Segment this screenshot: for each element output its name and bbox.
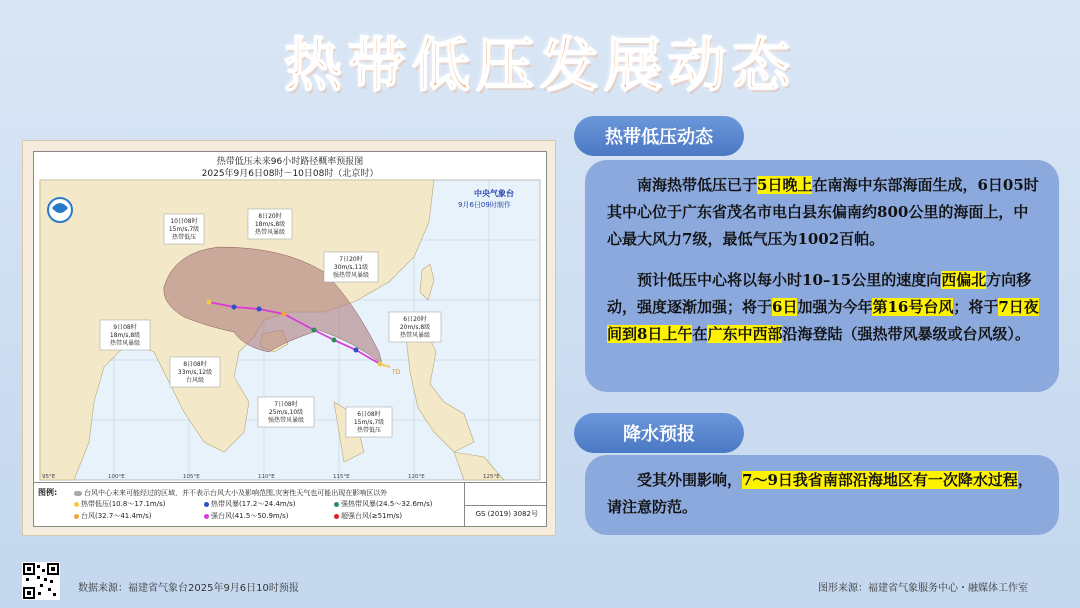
svg-text:125°E: 125°E [483,474,500,480]
map-made-time: 9月6日09时制作 [458,201,511,209]
svg-text:25m/s,10级: 25m/s,10级 [268,409,304,416]
footer-data-source: 数据来源：福建省气象台2025年9月6日10时预报 [78,583,299,594]
annotation-8d20 [248,209,292,239]
legend-item-sts: 强热带风暴(24.5～32.6m/s) [334,499,432,509]
svg-text:33m/s,12级: 33m/s,12级 [177,369,213,376]
svg-text:7日20时: 7日20时 [339,256,363,263]
svg-text:115°E: 115°E [333,474,350,480]
svg-text:强热带风暴级: 强热带风暴级 [332,272,370,279]
svg-text:110°E: 110°E [258,474,275,480]
annotation-6d08 [346,407,392,437]
rain-heading: 降水预报 [574,413,744,453]
legend-item-superty: 超强台风(≥51m/s) [334,511,402,521]
map-title: 热带低压未来96小时路径概率预报图 2025年9月6日08时－10日08时（北京时） [201,157,379,179]
development-panel [585,160,1059,392]
td-label: TD [392,369,401,376]
annotation-9d08 [100,320,150,350]
forecast-map-graphic [34,152,546,482]
annotation-7d08 [258,397,314,427]
svg-text:30m/s,11级: 30m/s,11级 [333,264,369,271]
page-title: 热带低压发展动态 [283,31,796,99]
annotation-6d20 [389,312,441,342]
svg-text:8日20时: 8日20时 [258,213,282,220]
legend-item-td: 热带低压(10.8～17.1m/s) [74,499,165,509]
svg-text:6日08时: 6日08时 [357,411,381,418]
svg-text:热带低压: 热带低压 [171,234,197,241]
legend-item-ts: 热带风暴(17.2～24.4m/s) [204,499,295,509]
svg-text:7日08时: 7日08时 [274,401,298,408]
legend-cone-note: 台风中心未来可能经过的区域，并不表示台风大小及影响范围,灾害性天气也可能出现在影响区以外 [74,488,387,498]
svg-text:热带风暴级: 热带风暴级 [254,229,286,236]
map-agency: 中央气象台 [474,189,514,198]
annotation-8d08 [170,357,220,387]
rain-paragraph: 受其外围影响，7～9日我省南部沿海地区有一次降水过程，请注意防范。 [607,471,1033,516]
svg-text:95°E: 95°E [42,474,56,480]
forecast-map [33,151,547,527]
gs-number: GS (2019) 3082号 [475,510,538,518]
svg-text:20m/s,8级: 20m/s,8级 [399,324,431,331]
svg-text:热带低压: 热带低压 [356,427,382,434]
legend-item-sty: 强台风(41.5～50.9m/s) [204,511,288,521]
svg-text:18m/s,8级: 18m/s,8级 [109,332,141,339]
annotation-7d20 [324,252,378,282]
svg-text:强热带风暴级: 强热带风暴级 [267,417,305,424]
svg-text:120°E: 120°E [408,474,425,480]
footer-graphic-source: 图形来源：福建省气象服务中心・融媒体工作室 [818,583,1028,594]
development-paragraph-2: 预计低压中心将以每小时10–15公里的速度向西偏北方向移动，强度逐渐加强；将于6日加强为今年第16号台风；将于7日夜间到8日上午在广东中西部沿海登陆（强热带风暴级或台风级）。 [607,271,1039,343]
forecast-map-card [22,140,556,536]
svg-text:100°E: 100°E [108,474,125,480]
svg-text:9日08时: 9日08时 [113,324,137,331]
svg-text:15m/s,7级: 15m/s,7级 [353,419,385,426]
map-legend [34,482,546,526]
svg-text:15m/s,7级: 15m/s,7级 [168,226,200,233]
svg-text:8日08时: 8日08时 [183,361,207,368]
development-paragraph-1: 南海热带低压已于5日晚上在南海中东部海面生成，6日05时其中心位于广东省茂名市电白县东偏南约800公里的海面上，中心最大风力7级，最低气压为1002百帕。 [607,176,1039,248]
annotation-10d08 [164,214,204,244]
svg-text:105°E: 105°E [183,474,200,480]
legend-item-ty: 台风(32.7～41.4m/s) [74,511,151,521]
svg-text:热带风暴级: 热带风暴级 [399,332,431,339]
legend-heading: 图例: [38,488,58,497]
development-heading: 热带低压动态 [574,116,744,156]
qr-code [22,562,60,600]
svg-text:10日08时: 10日08时 [170,218,198,225]
rain-panel [585,455,1059,535]
svg-text:热带风暴级: 热带风暴级 [109,340,141,347]
svg-text:6日20时: 6日20时 [403,316,427,323]
svg-text:18m/s,8级: 18m/s,8级 [254,221,286,228]
svg-text:台风级: 台风级 [185,377,205,384]
